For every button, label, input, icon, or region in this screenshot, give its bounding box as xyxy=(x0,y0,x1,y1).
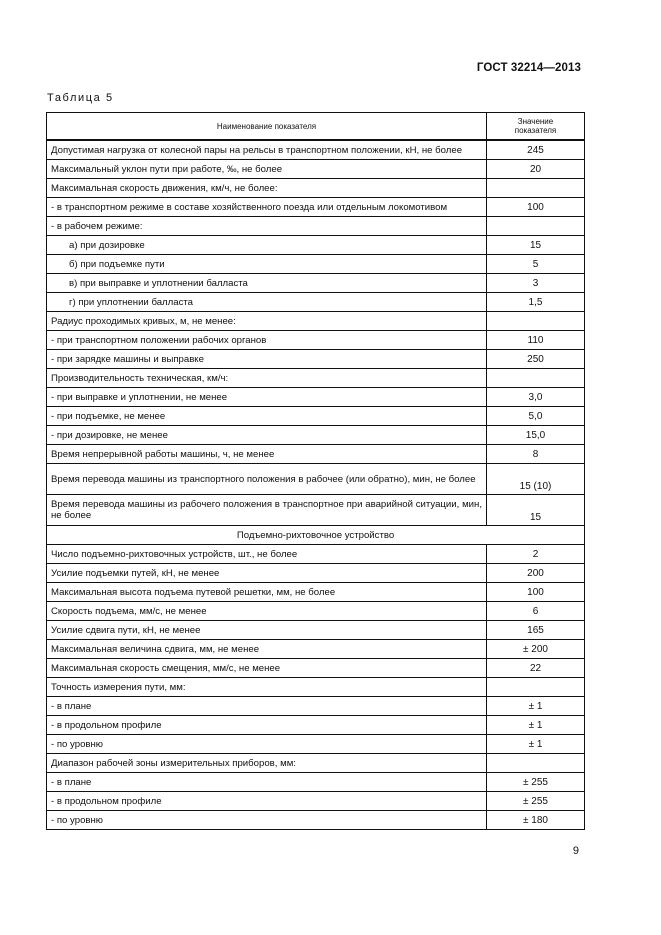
parameter-value: 20 xyxy=(487,160,585,179)
parameter-name: б) при подъемке пути xyxy=(47,255,487,274)
table-row xyxy=(47,217,585,236)
parameter-value: 165 xyxy=(487,621,585,640)
table-row xyxy=(47,716,585,735)
parameters-table xyxy=(46,112,585,830)
table-row xyxy=(47,331,585,350)
parameter-value: 8 xyxy=(487,445,585,464)
parameter-name: - при подъемке, не менее xyxy=(47,407,487,426)
table-row xyxy=(47,274,585,293)
table-row xyxy=(47,583,585,602)
table-row xyxy=(47,236,585,255)
table-row xyxy=(47,545,585,564)
section-row xyxy=(47,526,585,545)
column-header-value-line2: показателя xyxy=(514,126,557,135)
page-number: 9 xyxy=(572,845,579,857)
parameter-name: Максимальная скорость смещения, мм/с, не менее xyxy=(47,659,487,678)
parameter-value xyxy=(487,754,585,773)
parameter-name: - при дозировке, не менее xyxy=(47,426,487,445)
table-row xyxy=(47,811,585,830)
column-header-value xyxy=(487,113,585,141)
parameter-value: ± 255 xyxy=(487,773,585,792)
parameter-name: Максимальная высота подъема путевой решетки, мм, не более xyxy=(47,583,487,602)
table-caption: Таблица 5 xyxy=(47,92,114,104)
parameter-value: ± 1 xyxy=(487,735,585,754)
parameter-name: в) при выправке и уплотнении балласта xyxy=(47,274,487,293)
parameter-value xyxy=(487,678,585,697)
column-header-value-line1: Значение xyxy=(517,117,554,126)
parameter-value: ± 180 xyxy=(487,811,585,830)
parameter-name: - по уровню xyxy=(47,811,487,830)
parameter-name: г) при уплотнении балласта xyxy=(47,293,487,312)
parameter-name: Максимальная величина сдвига, мм, не менее xyxy=(47,640,487,659)
parameter-name: - при выправке и уплотнении, не менее xyxy=(47,388,487,407)
parameter-value xyxy=(487,217,585,236)
table-row xyxy=(47,564,585,583)
parameter-value: ± 255 xyxy=(487,792,585,811)
table-row xyxy=(47,198,585,217)
parameter-name: - в транспортном режиме в составе хозяйственного поезда или отдельным локомотивом xyxy=(47,198,487,217)
table-row xyxy=(47,388,585,407)
parameter-name: - в продольном профиле xyxy=(47,792,487,811)
parameter-name: - в продольном профиле xyxy=(47,716,487,735)
table-row xyxy=(47,350,585,369)
parameter-name: - при зарядке машины и выправке xyxy=(47,350,487,369)
parameter-name: Производительность техническая, км/ч: xyxy=(47,369,487,388)
parameter-value xyxy=(487,312,585,331)
table-row xyxy=(47,369,585,388)
parameter-name: - при транспортном положении рабочих органов xyxy=(47,331,487,350)
table-row xyxy=(47,464,585,495)
table-row xyxy=(47,659,585,678)
parameter-value: 2 xyxy=(487,545,585,564)
table-header-row xyxy=(47,113,585,141)
table-row xyxy=(47,602,585,621)
table-row xyxy=(47,293,585,312)
parameter-name: Время перевода машины из транспортного положения в рабочее (или обратно), мин, не более xyxy=(47,464,487,495)
parameter-name: Радиус проходимых кривых, м, не менее: xyxy=(47,312,487,331)
parameter-name: Время непрерывной работы машины, ч, не менее xyxy=(47,445,487,464)
table-row xyxy=(47,773,585,792)
parameter-name: Время перевода машины из рабочего положения в транспортное при аварийной ситуации, мин, не более xyxy=(47,495,487,526)
parameter-value: 15 xyxy=(487,236,585,255)
table-row xyxy=(47,697,585,716)
table-row xyxy=(47,792,585,811)
table-row xyxy=(47,255,585,274)
table-row xyxy=(47,179,585,198)
parameter-name: - в плане xyxy=(47,773,487,792)
parameter-value: ± 1 xyxy=(487,716,585,735)
parameter-value: 110 xyxy=(487,331,585,350)
parameter-name: Максимальная скорость движения, км/ч, не более: xyxy=(47,179,487,198)
table-row xyxy=(47,426,585,445)
section-heading: Подъемно-рихтовочное устройство xyxy=(47,526,585,545)
parameter-value: 15 (10) xyxy=(487,464,585,495)
parameter-value: 5 xyxy=(487,255,585,274)
table-row xyxy=(47,640,585,659)
document-standard-number: ГОСТ 32214—2013 xyxy=(476,62,581,74)
table-row xyxy=(47,407,585,426)
parameter-value: 3,0 xyxy=(487,388,585,407)
parameter-value xyxy=(487,369,585,388)
parameter-value: 15 xyxy=(487,495,585,526)
table-row xyxy=(47,495,585,526)
parameter-value: ± 200 xyxy=(487,640,585,659)
table-row xyxy=(47,735,585,754)
parameter-value: 200 xyxy=(487,564,585,583)
table-row xyxy=(47,312,585,331)
parameter-value: 1,5 xyxy=(487,293,585,312)
parameter-name: Скорость подъема, мм/с, не менее xyxy=(47,602,487,621)
parameter-value: 15,0 xyxy=(487,426,585,445)
column-header-name: Наименование показателя xyxy=(47,113,487,141)
table-row xyxy=(47,445,585,464)
parameter-value: 100 xyxy=(487,583,585,602)
table-row xyxy=(47,678,585,697)
table-row xyxy=(47,160,585,179)
parameter-value: 245 xyxy=(487,140,585,160)
parameter-value: 250 xyxy=(487,350,585,369)
parameter-name: Усилие подъемки путей, кН, не менее xyxy=(47,564,487,583)
parameter-value: 3 xyxy=(487,274,585,293)
parameter-value: 6 xyxy=(487,602,585,621)
parameter-name: - в рабочем режиме: xyxy=(47,217,487,236)
table-row xyxy=(47,621,585,640)
parameter-name: Усилие сдвига пути, кН, не менее xyxy=(47,621,487,640)
table-row xyxy=(47,754,585,773)
parameter-name: - в плане xyxy=(47,697,487,716)
parameter-name: Точность измерения пути, мм: xyxy=(47,678,487,697)
parameter-name: Допустимая нагрузка от колесной пары на рельсы в транспортном положении, кН, не более xyxy=(47,140,487,160)
parameter-name: Диапазон рабочей зоны измерительных приборов, мм: xyxy=(47,754,487,773)
parameter-value: 100 xyxy=(487,198,585,217)
parameter-value: 5,0 xyxy=(487,407,585,426)
parameter-value: 22 xyxy=(487,659,585,678)
parameter-value: ± 1 xyxy=(487,697,585,716)
parameter-value xyxy=(487,179,585,198)
parameter-name: Число подъемно-рихтовочных устройств, шт., не более xyxy=(47,545,487,564)
parameter-name: - по уровню xyxy=(47,735,487,754)
table-row xyxy=(47,140,585,160)
parameter-name: Максимальный уклон пути при работе, ‰, не более xyxy=(47,160,487,179)
parameter-name: а) при дозировке xyxy=(47,236,487,255)
